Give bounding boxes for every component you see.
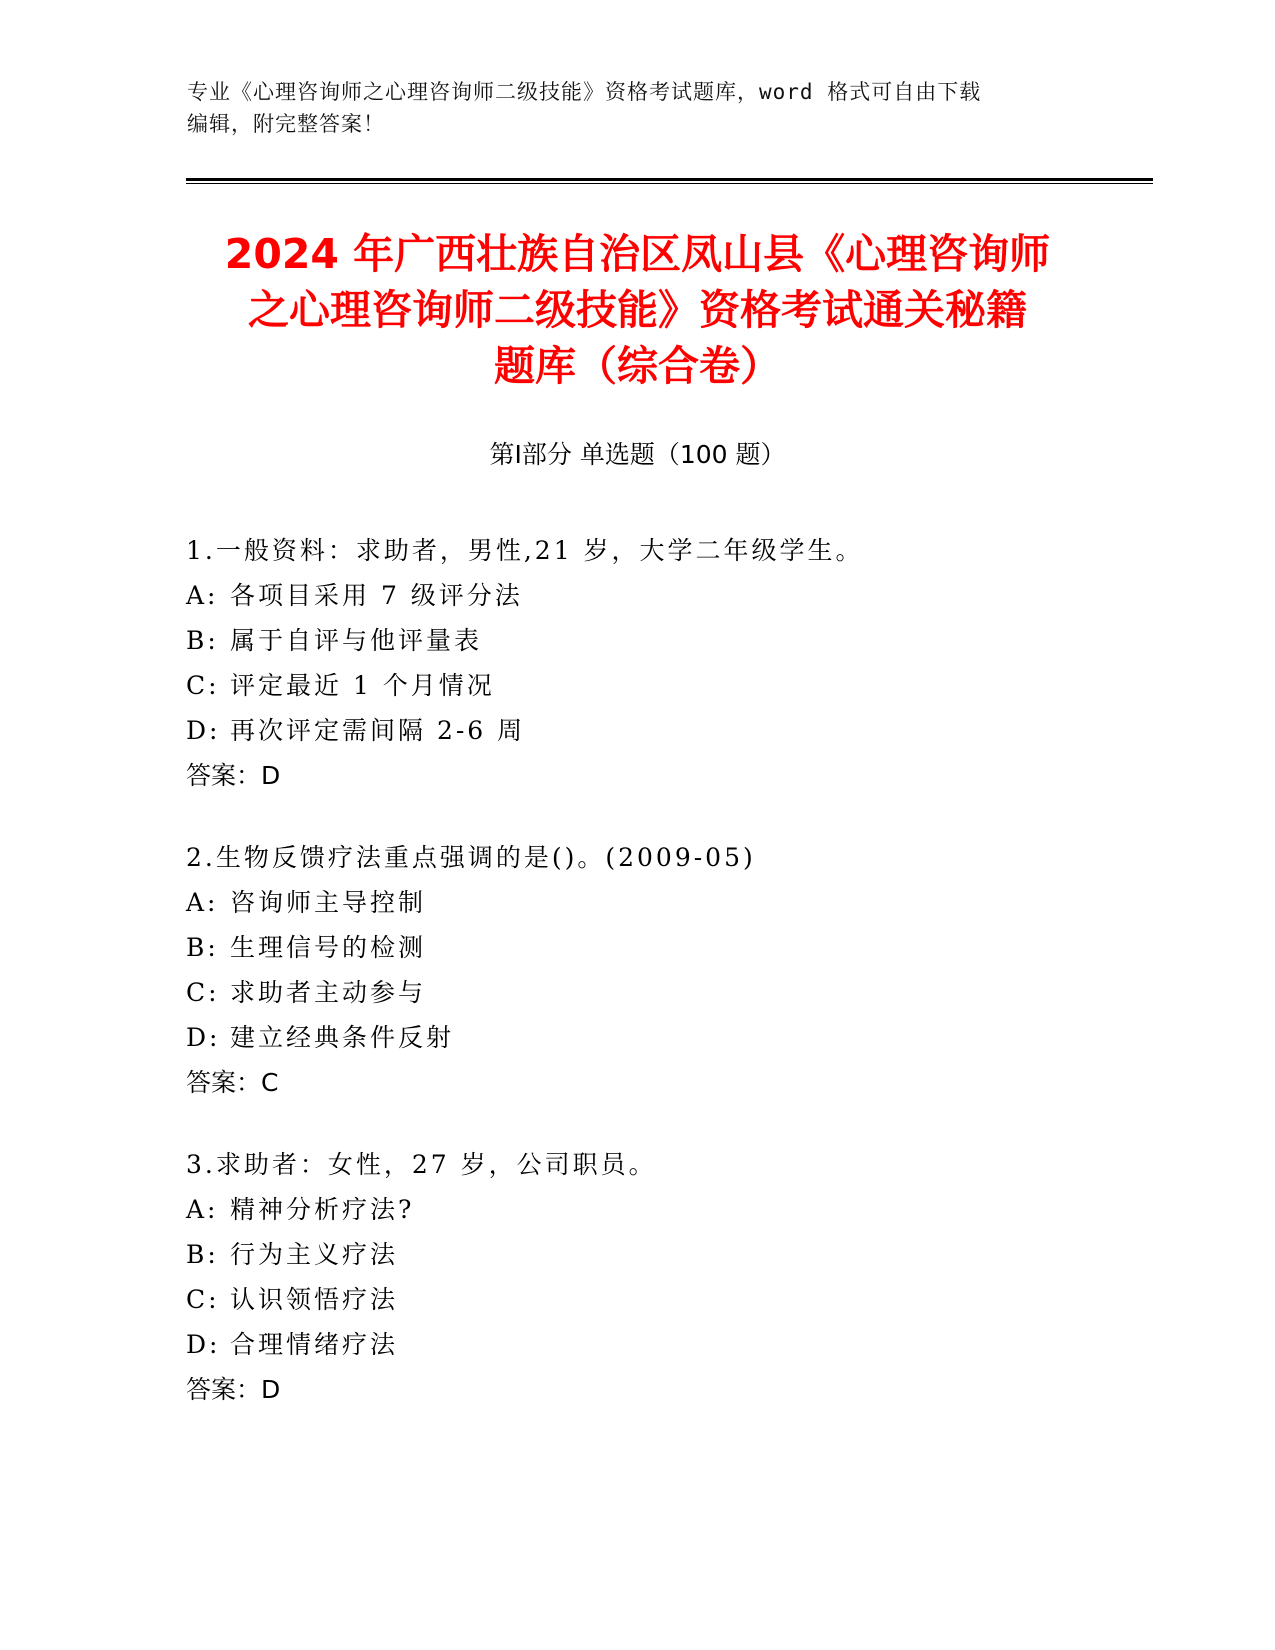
header-note-line-2: 编辑，附完整答案！ <box>187 112 385 136</box>
question-list <box>186 528 1136 1449</box>
option-text: 认识领悟疗法 <box>230 1285 399 1314</box>
option-label: A: <box>186 581 219 610</box>
option-label: D: <box>186 1023 221 1052</box>
option-label: D: <box>186 1330 221 1359</box>
option-label: A: <box>186 888 219 917</box>
option-c <box>186 1277 1136 1322</box>
title-line-3: 题库（综合卷） <box>494 342 781 390</box>
section-title: 第Ⅰ部分 单选题（100 题） <box>489 440 786 469</box>
title-line-2: 之心理咨询师二级技能》资格考试通关秘籍 <box>248 286 1027 334</box>
option-text: 行为主义疗法 <box>230 1240 399 1269</box>
question-1 <box>186 528 1136 798</box>
option-text: 求助者主动参与 <box>230 978 427 1007</box>
option-text: 合理情绪疗法 <box>230 1330 399 1359</box>
option-a <box>186 880 1136 925</box>
option-b <box>186 925 1136 970</box>
answer: 答案：D <box>186 761 281 790</box>
option-text: 评定最近 1 个月情况 <box>230 671 495 700</box>
header-note <box>187 76 1087 140</box>
option-label: C: <box>186 978 220 1007</box>
option-c <box>186 663 1136 708</box>
option-label: D: <box>186 716 221 745</box>
option-label: C: <box>186 671 220 700</box>
option-a <box>186 1187 1136 1232</box>
option-text: 再次评定需间隔 2-6 周 <box>230 716 526 745</box>
option-c <box>186 970 1136 1015</box>
question-stem: 2.生物反馈疗法重点强调的是()。(2009-05) <box>186 843 756 872</box>
title-line-1: 2024 年广西壮族自治区凤山县《心理咨询师 <box>224 230 1051 278</box>
question-3 <box>186 1142 1136 1412</box>
option-b <box>186 1232 1136 1277</box>
answer: 答案：C <box>186 1068 279 1097</box>
option-text: 属于自评与他评量表 <box>230 626 483 655</box>
document-title <box>150 226 1125 394</box>
option-d <box>186 1015 1136 1060</box>
option-a <box>186 573 1136 618</box>
question-2 <box>186 835 1136 1105</box>
question-stem: 1.一般资料：求助者，男性,21 岁，大学二年级学生。 <box>186 536 864 565</box>
option-d <box>186 708 1136 753</box>
option-label: A: <box>186 1195 219 1224</box>
question-stem: 3.求助者：女性，27 岁，公司职员。 <box>186 1150 657 1179</box>
option-label: B: <box>186 626 219 655</box>
option-b <box>186 618 1136 663</box>
header-note-line-1: 专业《心理咨询师之心理咨询师二级技能》资格考试题库，word 格式可自由下载 <box>187 80 982 104</box>
option-text: 咨询师主导控制 <box>230 888 427 917</box>
option-text: 精神分析疗法? <box>230 1195 415 1224</box>
option-label: B: <box>186 933 219 962</box>
header-divider-thin <box>186 183 1153 184</box>
header-divider-thick <box>186 178 1153 181</box>
answer: 答案：D <box>186 1375 281 1404</box>
option-text: 生理信号的检测 <box>230 933 427 962</box>
option-label: C: <box>186 1285 220 1314</box>
option-d <box>186 1322 1136 1367</box>
option-label: B: <box>186 1240 219 1269</box>
option-text: 建立经典条件反射 <box>230 1023 455 1052</box>
option-text: 各项目采用 7 级评分法 <box>230 581 523 610</box>
